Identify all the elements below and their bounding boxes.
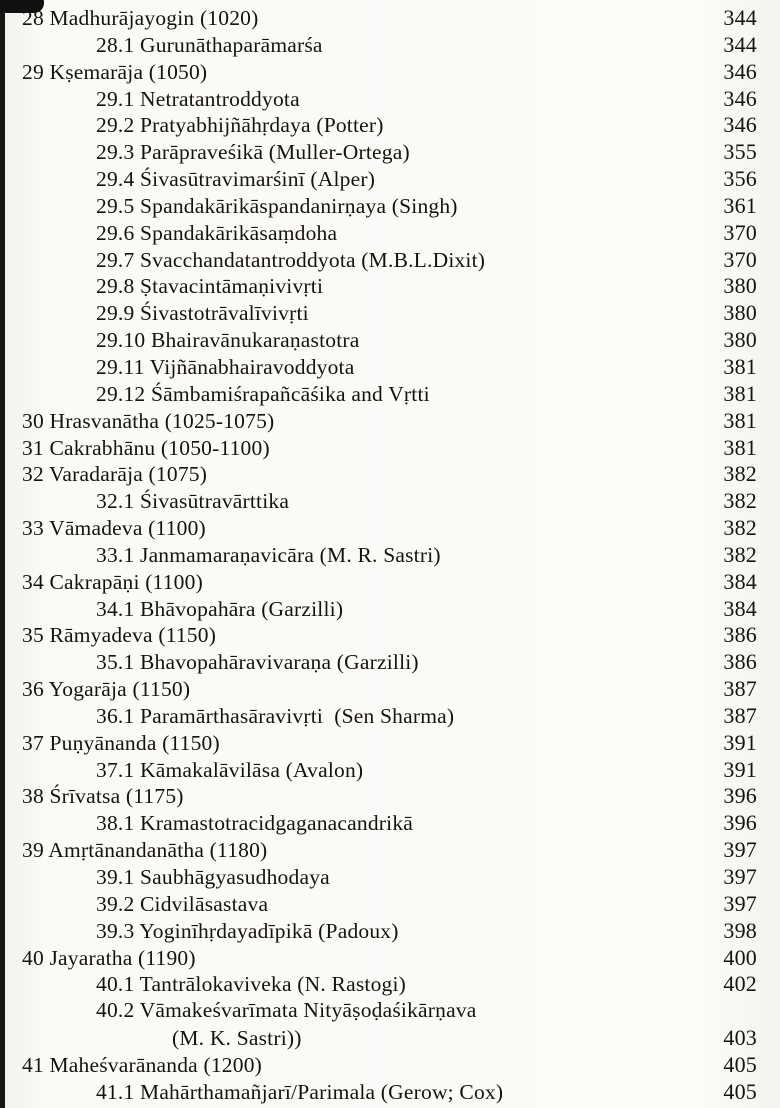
toc-row xyxy=(0,542,780,569)
toc-page-number: 397 xyxy=(723,864,757,889)
toc-page-number: 396 xyxy=(723,810,757,836)
toc-entry-label: 36.1 Paramārthasāravivṛti (Sen Sharma) xyxy=(96,703,455,728)
toc-entry-label: 29.12 Śāmbamiśrapañcāśika and Vṛtti xyxy=(96,381,430,406)
toc-entry-label: 29.1 Netratantroddyota xyxy=(96,86,300,111)
toc-row xyxy=(0,59,780,86)
toc-entry-label: 33.1 Janmamaraṇavicāra (M. R. Sastri) xyxy=(96,542,441,567)
toc-row xyxy=(0,193,780,220)
toc-page-number: 398 xyxy=(723,917,757,943)
toc-row xyxy=(0,649,780,676)
toc-page-number: 382 xyxy=(723,461,757,487)
toc-entry-label: 29.11 Vijñānabhairavoddyota xyxy=(96,354,355,379)
toc-entry-label: 30 Hrasvanātha (1025-1075) xyxy=(22,408,275,433)
toc-row xyxy=(0,1052,780,1079)
toc-row xyxy=(0,945,780,972)
toc-page-number: 370 xyxy=(723,219,757,245)
toc-row xyxy=(0,139,780,166)
toc-row xyxy=(0,622,780,649)
toc-entry-label: 39.1 Saubhāgyasudhodaya xyxy=(96,865,330,889)
toc-page-number: 381 xyxy=(723,380,757,406)
toc-row xyxy=(0,515,780,542)
toc-page-number: 355 xyxy=(723,139,757,165)
toc-page-number: 380 xyxy=(723,273,757,299)
toc-entry-label: 37 Puṇyānanda (1150) xyxy=(22,730,220,755)
toc-row xyxy=(0,273,780,300)
toc-row xyxy=(0,837,780,864)
toc-entry-label: 29 Kṣemarāja (1050) xyxy=(22,59,208,84)
toc-entry-label: 29.7 Svacchandatantroddyota (M.B.L.Dixit) xyxy=(96,247,486,272)
toc-row xyxy=(0,971,780,998)
toc-entry-label: 40 Jayaratha (1190) xyxy=(22,945,196,970)
toc-row xyxy=(0,408,780,435)
toc-row xyxy=(0,730,780,757)
toc-entry-label: 35.1 Bhavopahāravivaraṇa (Garzilli) xyxy=(96,650,419,675)
toc-page-number: 391 xyxy=(723,756,757,782)
toc-row xyxy=(0,810,780,837)
toc-row xyxy=(0,435,780,462)
toc-page-number: 382 xyxy=(723,488,757,514)
toc-row xyxy=(0,327,780,354)
toc-page-number: 361 xyxy=(723,192,757,218)
toc-page-number: 386 xyxy=(723,622,757,648)
toc-page-number: 346 xyxy=(723,112,757,138)
toc-page-number: 386 xyxy=(723,649,757,675)
toc-page-number: 381 xyxy=(723,353,757,379)
toc-entry-label: 39 Amṛtānandanātha (1180) xyxy=(22,838,268,863)
toc-entry-label: 39.2 Cidvilāsastava xyxy=(96,891,269,916)
toc-entry-label: 35 Rāmyadeva (1150) xyxy=(22,623,217,648)
toc-entry-label: 36 Yogarāja (1150) xyxy=(22,677,191,702)
toc-page-number: 400 xyxy=(723,944,757,970)
toc-row xyxy=(0,220,780,247)
toc-row xyxy=(0,757,780,784)
toc-row xyxy=(0,891,780,918)
toc-row xyxy=(0,783,780,810)
toc-row xyxy=(0,488,780,515)
toc-row xyxy=(0,461,780,488)
toc-entry-label: 28.1 Gurunāthaparāmarśa xyxy=(96,32,323,57)
toc-entry-label: 41.1 Mahārthamañjarī/Parimala (Gerow; Cox) xyxy=(96,1079,504,1104)
toc-entry-label: 29.9 Śivastotrāvalīvivṛti xyxy=(96,301,309,326)
toc-entry-label: 29.5 Spandakārikāspandanirṇaya (Singh) xyxy=(96,193,458,218)
toc-row xyxy=(0,166,780,193)
toc-entry-label: 32 Varadarāja (1075) xyxy=(22,462,208,487)
toc-entry-label: 37.1 Kāmakalāvilāsa (Avalon) xyxy=(96,757,364,782)
toc-row xyxy=(0,1025,780,1052)
toc-entry-label: 40.2 Vāmakeśvarīmata Nityāṣoḍaśikārṇava xyxy=(96,998,477,1023)
toc-entry-label: 29.6 Spandakārikāsaṃdoha xyxy=(96,220,338,245)
toc-row xyxy=(0,381,780,408)
toc-row xyxy=(0,112,780,139)
toc-entry-label: 31 Cakrabhānu (1050-1100) xyxy=(22,435,270,460)
toc-entry-label: (M. K. Sastri)) xyxy=(172,1026,302,1051)
toc-row xyxy=(0,300,780,327)
toc-row xyxy=(0,247,780,274)
toc-entry-label: 32.1 Śivasūtravārttika xyxy=(96,489,290,514)
toc-entry-label: 40.1 Tantrālokaviveka (N. Rastogi) xyxy=(96,972,407,997)
toc-page-number: 344 xyxy=(723,31,757,57)
toc-entry-label: 41 Maheśvarānanda (1200) xyxy=(22,1052,263,1077)
toc-page-number: 381 xyxy=(723,407,757,433)
toc-page-number: 384 xyxy=(723,595,757,621)
toc-page-number: 397 xyxy=(723,890,757,916)
toc-page-number: 346 xyxy=(723,85,757,111)
toc-page-number: 402 xyxy=(723,971,757,997)
toc-entry-label: 33 Vāmadeva (1100) xyxy=(22,516,206,541)
toc-page-number: 380 xyxy=(723,327,757,353)
toc-entry-label: 34 Cakrapāṇi (1100) xyxy=(22,569,203,594)
toc-entry-label: 39.3 Yoginīhṛdayadīpikā (Padoux) xyxy=(96,918,399,943)
toc-row xyxy=(0,918,780,945)
toc-page-number: 403 xyxy=(723,1025,757,1051)
toc-row xyxy=(0,354,780,381)
toc-row xyxy=(0,676,780,703)
toc-entry-label: 34.1 Bhāvopahāra (Garzilli) xyxy=(96,596,344,621)
toc-row xyxy=(0,998,780,1025)
toc-row xyxy=(0,596,780,623)
toc-page-number: 356 xyxy=(723,166,757,192)
toc-page-number: 344 xyxy=(723,5,757,30)
toc-entry-label: 29.2 Pratyabhijñāhṛdaya (Potter) xyxy=(96,113,384,138)
toc-page-number: 384 xyxy=(723,568,757,594)
toc-entry-label: 29.3 Parāpraveśikā (Muller-Ortega) xyxy=(96,140,410,165)
toc-row xyxy=(0,32,780,59)
toc-page-number: 396 xyxy=(723,783,757,809)
toc-page-number: 391 xyxy=(723,729,757,755)
toc-page-number: 405 xyxy=(723,1078,757,1104)
toc-page-number: 397 xyxy=(723,837,757,863)
toc-row xyxy=(0,569,780,596)
toc-page-number: 380 xyxy=(723,300,757,326)
toc-entry-label: 38 Śrīvatsa (1175) xyxy=(22,784,184,809)
toc-row xyxy=(0,5,780,32)
toc-entry-label: 29.10 Bhairavānukaraṇastotra xyxy=(96,328,360,353)
toc-page-number: 346 xyxy=(723,58,757,84)
toc-row xyxy=(0,1079,780,1106)
toc-entry-label: 28 Madhurājayogin (1020) xyxy=(22,6,259,30)
toc-page-number: 387 xyxy=(723,702,757,728)
toc-page-number: 382 xyxy=(723,515,757,541)
toc-entry-label: 38.1 Kramastotracidgaganacandrikā xyxy=(96,811,414,836)
toc-page-number: 405 xyxy=(723,1051,757,1077)
toc-page-number: 370 xyxy=(723,246,757,272)
toc-page-number: 387 xyxy=(723,676,757,702)
toc-entry-label: 29.4 Śivasūtravimarśinī (Alper) xyxy=(96,167,376,192)
toc-row xyxy=(0,86,780,113)
toc-page-number: 382 xyxy=(723,541,757,567)
toc-entry-label: 29.8 Ṣtavacintāmaṇivivṛti xyxy=(96,274,324,299)
toc-row xyxy=(0,864,780,891)
toc-list xyxy=(0,5,780,1106)
toc-row xyxy=(0,703,780,730)
toc-page-number: 381 xyxy=(723,434,757,460)
